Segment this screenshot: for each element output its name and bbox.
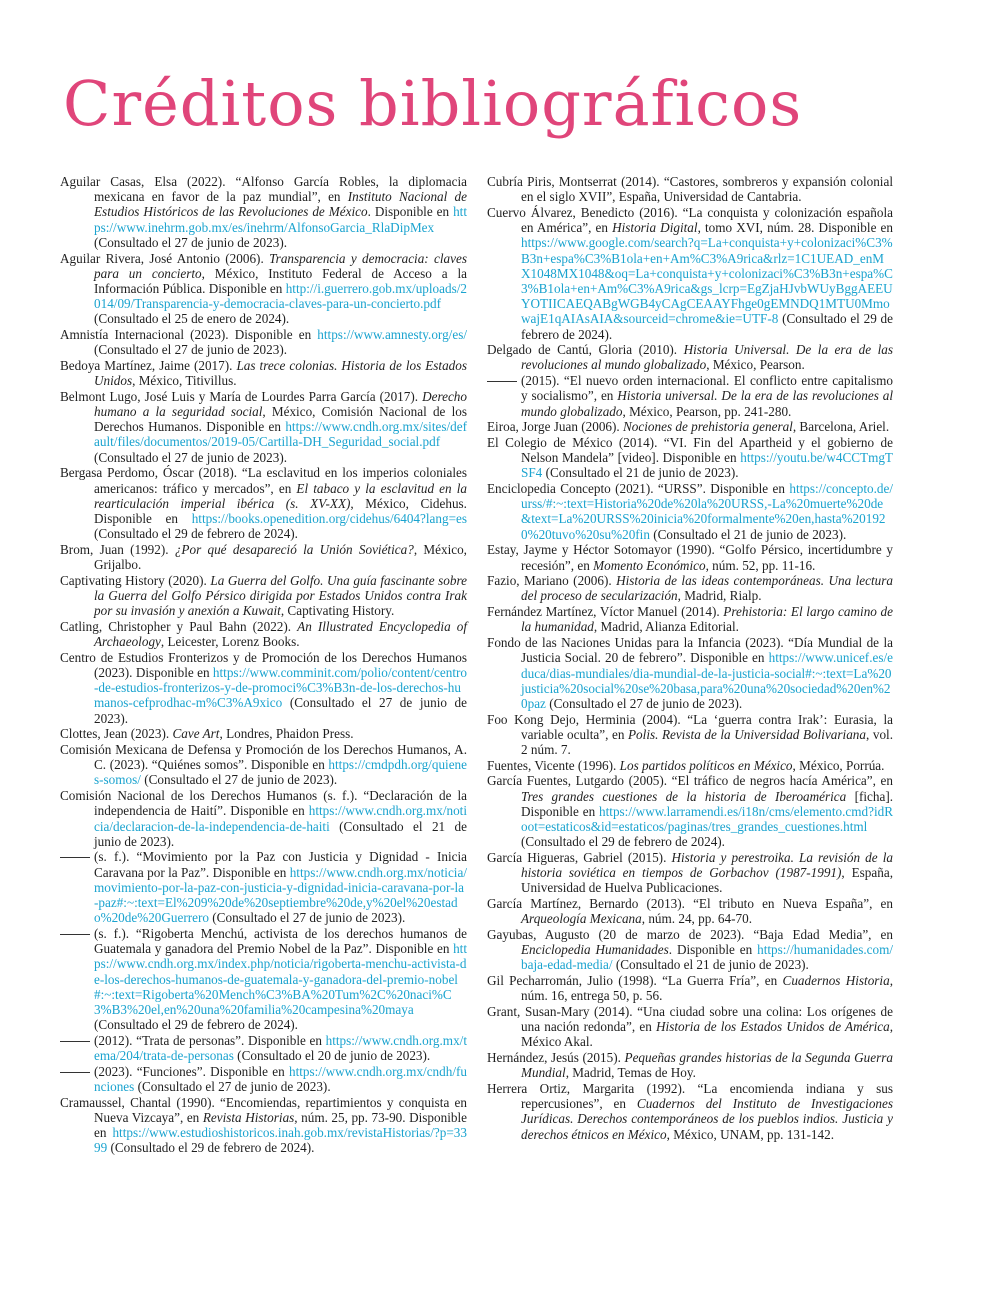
reference-text: , Captivating History.: [280, 603, 395, 619]
reference-source-title: Las trece colonias. Historia de los Estados Unidos: [94, 357, 467, 389]
reference-text: Belmont Lugo, José Luis y María de Lourdes Parra García (2017).: [60, 388, 423, 404]
reference-entry: [487, 973, 893, 1003]
reference-text: Grant, Susan-Mary (2014). “Una ciudad sobre una colina: Los orígenes de una nación redonda”, en: [487, 1003, 893, 1035]
reference-text: Bedoya Martínez, Jaime (2017).: [60, 357, 237, 373]
reference-text: (Consultado el 27 de junio de 2023).: [94, 342, 288, 358]
reference-entry: [487, 542, 893, 572]
reference-text: (Consultado el 29 de febrero de 2024).: [521, 834, 725, 850]
reference-text: Fuentes, Vicente (1996).: [487, 757, 620, 773]
reference-text: García Martínez, Bernardo (2013). “El tributo en Nueva España”, en: [487, 896, 893, 912]
reference-source-title: Historia y perestroika. La revisión de la historia soviética en tiempos de Gorbachov (1987-1991): [521, 849, 893, 881]
reference-entry: [60, 174, 467, 250]
page-title: Créditos bibliográficos: [63, 67, 803, 140]
reference-text: , México, Grijalbo.: [94, 541, 467, 573]
reference-link[interactable]: https://www.unicef.es/educa/dias-mundiales/dia-mundial-de-la-justicia-social#:~:text=La%20justicia%20social%20se%20basa,para%20una%20sociedad%20en%20paz: [521, 650, 893, 711]
reference-entry: [60, 849, 467, 925]
reference-link[interactable]: https://www.larramendi.es/i18n/cms/elemento.cmd?idRoot=estaticos&id=estaticos/paginas/tres_grandes_cuestiones.html: [521, 803, 893, 835]
reference-text: (Consultado el 21 de junio de 2023).: [612, 957, 809, 973]
reference-source-title: ¿Por qué desapareció la Unión Soviética?: [174, 541, 414, 557]
reference-text: García Higueras, Gabriel (2015).: [487, 849, 672, 865]
reference-text: Amnistía Internacional (2023). Disponible en: [60, 327, 318, 343]
reference-text: Comisión Mexicana de Defensa y Promoción de los Derechos Humanos, A. C. (2023). “Quiénes somos”. Disponible en: [60, 742, 467, 773]
reference-link[interactable]: https://cmdpdh.org/quienes-somos/: [94, 757, 467, 788]
left-column: [60, 174, 467, 1156]
reference-text: Foo Kong Dejo, Herminia (2004). “La ‘guerra contra Irak’: Eurasia, la variable oculta”, en: [487, 711, 893, 742]
reference-source-title: Cave Art: [172, 726, 220, 742]
reference-link[interactable]: https://books.openedition.org/cidehus/6404?lang=es: [191, 510, 467, 526]
reference-text: Brom, Juan (1992).: [60, 541, 175, 557]
reference-source-title: Pequeñas grandes historias de la Segunda Guerra Mundial: [521, 1050, 893, 1081]
reference-entry: [60, 327, 467, 357]
reference-text: , México, Titivillus.: [132, 373, 237, 389]
reference-text: , México, Comisión Nacional de los Derechos Humanos. Disponible en: [94, 404, 467, 435]
reference-text: (Consultado el 27 de junio de 2023).: [140, 772, 338, 788]
reference-text: Comisión Nacional de los Derechos Humanos (s. f.). “Declaración de la independencia de Haití”. Disponible en: [60, 788, 467, 819]
reference-source-title: Cuadernos del Instituto de Investigaciones Jurídicas. Derechos contemporáneos de los pueblos indios. Justicia y derechos étnicos en México: [521, 1096, 893, 1142]
reference-entry: [487, 435, 893, 481]
reference-link[interactable]: https://www.cndh.org.mx/sites/default/files/documentos/2019-05/Cartilla-DH_Seguridad_social.pdf: [94, 419, 467, 450]
reference-source-title: Derecho humano a la seguridad social: [94, 388, 467, 420]
reference-source-title: Prehistoria: El largo camino de la humanidad: [521, 604, 893, 635]
reference-text: Centro de Estudios Fronterizos y de Promoción de los Derechos Humanos (2023). Disponible en: [60, 649, 467, 680]
reference-link[interactable]: https://humanidades.com/baja-edad-media/: [521, 942, 893, 973]
reference-text: Delgado de Cantú, Gloria (2010).: [487, 342, 684, 358]
reference-source-title: Polis. Revista de la Universidad Bolivariana: [628, 726, 866, 742]
reference-text: El Colegio de México (2014). “VI. Fin del Apartheid y el gobierno de Nelson Mandela” [video]. Disponible en: [487, 434, 893, 466]
reference-text: Fazio, Mariano (2006).: [487, 573, 617, 589]
reference-text: , vol. 2 núm. 7.: [521, 726, 893, 758]
reference-text: Hernández, Jesús (2015).: [487, 1050, 625, 1066]
reference-text: García Fuentes, Lutgardo (2005). “El tráfico de negros hacía América”, en: [487, 773, 893, 789]
reference-text: (Consultado el 27 de junio de 2023).: [545, 695, 743, 711]
reference-text: Bergasa Perdomo, Óscar (2018). “La esclavitud en los imperios coloniales americanos: tráfico y mercados”, en: [60, 465, 467, 496]
reference-entry: [60, 542, 467, 572]
reference-text: (Consultado el 25 de enero de 2024).: [94, 311, 290, 327]
reference-text: Enciclopedia Concepto (2021). “URSS”. Disponible en: [487, 481, 790, 497]
reference-source-title: Nociones de prehistoria general: [623, 419, 793, 435]
reference-entry: [60, 251, 467, 327]
repeated-author-dash: [60, 934, 90, 935]
reference-text: Captivating History (2020).: [60, 572, 211, 588]
reference-entry: [487, 373, 893, 419]
reference-entry: [60, 1095, 467, 1156]
reference-text: , Madrid, Rialp.: [677, 588, 762, 604]
reference-text: , núm. 16, entrega 50, p. 56.: [521, 973, 893, 1004]
reference-text: (Consultado el 27 de junio de 2023).: [94, 449, 288, 465]
reference-text: (Consultado el 29 de febrero de 2024).: [94, 526, 298, 542]
reference-text: Eiroa, Jorge Juan (2006).: [487, 419, 623, 435]
reference-entry: [487, 419, 893, 434]
right-column: [487, 174, 893, 1142]
reference-text: Cramaussel, Chantal (1990). “Encomiendas, repartimientos y conquista en Nueva Vizcaya”, en: [60, 1094, 467, 1125]
reference-source-title: La Guerra del Golfo. Una guía fascinante sobre la Guerra del Golfo Pérsico dirigida por Estados Unidos contra Irak por su invasión y anexión a Kuwait: [94, 572, 467, 619]
reference-text: Fondo de las Naciones Unidas para la Infancia (2023). “Día Mundial de la Justicia Social. 20 de febrero”. Disponible en: [487, 635, 893, 666]
reference-entry: [487, 342, 893, 372]
reference-text: , tomo XVI, núm. 28. Disponible en: [697, 220, 893, 236]
reference-text: Cubría Piris, Montserrat (2014). “Castores, sombreros y expansión colonial en el siglo XVII”, España, Universidad de Cantabria.: [487, 174, 893, 205]
repeated-author-dash: [60, 1041, 90, 1042]
reference-link[interactable]: https://www.google.com/search?q=La+conquista+y+colonizaci%C3%B3n+espa%C3%B1ola+en+Am%C3%A9rica&rlz=1C1UEAD_enMX1048MX1048&oq=La+conquista+y+colonizaci%C3%B3n+espa%C3%B1ola+en+Am%C3%A9rica&gs_lcrp=EgZjaHJvbWUyBggAEEUYOTIICAEQABgWGB4yCAgCEAAYFhge0gEMNDQ1MTU0MmowajE1qAIAsAIA&sourceid=chrome&ie=UTF-8: [521, 235, 893, 327]
reference-entry: [60, 1033, 467, 1063]
reference-text: , México, Instituto Federal de Acceso a la Información Pública. Disponible en: [94, 265, 467, 296]
reference-text: , núm. 25, pp. 73-90. Disponible en: [94, 1109, 467, 1141]
reference-source-title: Historia de las ideas contemporáneas. Una lectura del proceso de secularización: [521, 573, 893, 604]
reference-text: (2023). “Funciones”. Disponible en: [94, 1063, 289, 1079]
reference-text: Aguilar Casas, Elsa (2022). “Alfonso García Robles, la diplomacia mexicana en favor de la paz mundial”, en: [60, 174, 467, 205]
reference-text: Estay, Jayme y Héctor Sotomayor (1990). “Golfo Pérsico, incertidumbre y recesión”, en: [487, 542, 893, 573]
reference-entry: [487, 927, 893, 973]
reference-text: (Consultado el 21 de junio de 2023).: [542, 465, 739, 481]
reference-source-title: Los partidos políticos en México: [619, 757, 793, 773]
reference-text: (Consultado el 29 de febrero de 2024).: [521, 311, 893, 342]
reference-text: (Consultado el 27 de junio de 2023).: [134, 1078, 331, 1094]
reference-text: , México, Pearson, pp. 241-280.: [622, 403, 792, 419]
reference-entry: [60, 650, 467, 726]
reference-text: (s. f.). “Rigoberta Menchú, activista de los derechos humanos de Guatemala y ganadora del Premio Nobel de la Paz”. Disponible en: [94, 925, 467, 957]
reference-source-title: Cuadernos Historia: [782, 973, 890, 989]
reference-entry: [60, 465, 467, 541]
reference-source-title: Revista Historias: [202, 1109, 295, 1125]
reference-entry: [487, 573, 893, 603]
reference-text: (Consultado el 27 de junio de 2023).: [94, 695, 467, 726]
reference-entry: [487, 712, 893, 758]
reference-source-title: Momento Económico: [593, 557, 706, 573]
reference-source-title: Historia Digital: [612, 220, 698, 236]
reference-text: . Disponible en: [668, 942, 758, 958]
reference-text: Clottes, Jean (2023).: [60, 726, 173, 742]
reference-entry: [60, 742, 467, 788]
reference-link[interactable]: https://www.cndh.org.mx/tema/204/trata-de-personas: [94, 1032, 467, 1064]
reference-text: , México, Porrúa.: [792, 757, 885, 773]
reference-entry: [60, 788, 467, 849]
reference-text: , España, Universidad de Huelva Publicaciones.: [521, 865, 893, 896]
repeated-author-dash: [60, 857, 90, 858]
reference-entry: [487, 174, 893, 204]
reference-source-title: Transparencia y democracia: claves para un concierto: [94, 250, 467, 281]
reference-entry: [60, 1064, 467, 1094]
reference-entry: [487, 635, 893, 711]
reference-source-title: Instituto Nacional de Estudios Históricos de las Revoluciones de México: [94, 189, 467, 220]
reference-source-title: Historia universal. De la era de las revoluciones al mundo globalizado: [521, 388, 893, 419]
reference-text: Gayubas, Augusto (20 de marzo de 2023). “Baja Edad Media”, en: [487, 926, 893, 942]
reference-source-title: Historia de los Estados Unidos de América: [656, 1019, 890, 1035]
reference-text: Fernández Martínez, Víctor Manuel (2014).: [487, 604, 724, 620]
repeated-author-dash: [487, 381, 517, 382]
reference-entry: [60, 573, 467, 619]
reference-entry: [487, 1004, 893, 1050]
reference-text: , Madrid, Temas de Hoy.: [565, 1065, 696, 1081]
reference-link[interactable]: https://www.cndh.org.mx/noticia/declaracion-de-la-independencia-de-haiti: [94, 803, 467, 834]
reference-entry: [60, 926, 467, 1032]
reference-entry: [60, 358, 467, 388]
reference-entry: [487, 1081, 893, 1142]
reference-entry: [60, 389, 467, 465]
reference-text: (2015). “El nuevo orden internacional. El conflicto entre capitalismo y socialismo”, en: [521, 373, 893, 404]
reference-entry: [487, 773, 893, 849]
reference-source-title: Historia Universal. De la era de las revoluciones al mundo globalizado: [521, 342, 893, 373]
reference-source-title: El tabaco y la esclavitud en la rearticulación imperial ibérica (s. XV-XX): [94, 480, 467, 511]
reference-text: (Consultado el 20 de junio de 2023).: [233, 1048, 431, 1064]
reference-link[interactable]: https://www.cndh.org.mx/cndh/funciones: [94, 1063, 467, 1094]
reference-entry: [487, 1050, 893, 1080]
reference-entry: [487, 850, 893, 896]
reference-link[interactable]: https://www.inehrm.gob.mx/es/inehrm/AlfonsoGarcia_RlaDipMex: [94, 204, 467, 235]
reference-link[interactable]: https://www.cndh.org.mx/index.php/noticia/rigoberta-menchu-activista-de-los-derechos-humanos-de-guatemala-y-ganadora-del-premio-nobel#:~:text=Rigoberta%20Mench%C3%BA%20Tum%2C%20naci%C3%B3%20el,en%20una%20familia%20campesina%20maya: [94, 941, 467, 1017]
reference-text: Gil Pecharromán, Julio (1998). “La Guerra Fría”, en: [487, 973, 783, 989]
reference-link[interactable]: https://www.estudioshistoricos.inah.gob.mx/revistaHistorias/?p=3399: [94, 1125, 467, 1156]
reference-text: , núm. 52, pp. 11-16.: [705, 557, 816, 573]
reference-text: , México, UNAM, pp. 131-142.: [666, 1126, 835, 1142]
reference-link[interactable]: https://www.comminit.com/polio/content/centro-de-estudios-fronterizos-y-de-promoci%C3%B3n-de-los-derechos-humanos-cefprodhac-m%C3%A9xico: [94, 665, 467, 711]
reference-source-title: Arqueología Mexicana: [521, 911, 642, 927]
reference-text: , Barcelona, Ariel.: [792, 419, 890, 435]
reference-text: (Consultado el 21 de junio de 2023).: [649, 526, 847, 542]
reference-entry: [487, 205, 893, 342]
reference-source-title: An Illustrated Encyclopedia of Archaeology: [94, 618, 467, 650]
reference-text: , Madrid, Alianza Editorial.: [593, 619, 739, 635]
reference-text: Cuervo Álvarez, Benedicto (2016). “La conquista y colonización española en América”, en: [487, 204, 893, 236]
reference-text: (s. f.). “Movimiento por la Paz con Justicia y Dignidad - Inicia Caravana por la Paz”. Disponible en: [94, 849, 467, 880]
reference-entry: [487, 758, 893, 773]
reference-text: , Leicester, Lorenz Books.: [160, 634, 300, 650]
reference-link[interactable]: https://www.cndh.org.mx/noticia/movimiento-por-la-paz-con-justicia-y-dignidad-inicia-caravana-por-la-paz#:~:text=El%209%20de%20septiembre%20de,y%20el%20estado%20de%20Guerrero: [94, 864, 467, 926]
reference-entry: [487, 896, 893, 926]
reference-link[interactable]: http://i.guerrero.gob.mx/uploads/2014/09/Transparencia-y-democracia-claves-para-un-concierto.pdf: [94, 280, 467, 312]
reference-text: , México, Pearson.: [706, 357, 805, 373]
reference-text: , México, Cidehus. Disponible en: [94, 495, 467, 526]
reference-text: , México Akal.: [521, 1019, 893, 1050]
reference-text: Aguilar Rivera, José Antonio (2006).: [60, 250, 270, 266]
reference-text: Herrera Ortiz, Margarita (1992). “La encomienda indiana y sus repercusiones”, en: [487, 1080, 893, 1112]
reference-text: (Consultado el 29 de febrero de 2024).: [94, 1017, 298, 1033]
reference-text: (2012). “Trata de personas”. Disponible en: [94, 1032, 326, 1048]
reference-source-title: Tres grandes cuestiones de la historia de Iberoamérica: [521, 788, 847, 804]
reference-link[interactable]: https://www.amnesty.org/es/: [317, 327, 467, 343]
reference-entry: [487, 481, 893, 542]
reference-link[interactable]: https://concepto.de/urss/#:~:text=Historia%20de%20la%20URSS,-La%20muerte%20de&text=La%20URSS%20inicia%20formalmente%20en,hasta%201920%20tuvo%20su%20fin: [521, 481, 893, 542]
reference-text: (Consultado el 27 de junio de 2023).: [208, 910, 406, 926]
reference-entry: [487, 604, 893, 634]
reference-text: . Disponible en: [367, 204, 454, 220]
reference-entry: [60, 619, 467, 649]
reference-text: , núm. 24, pp. 64-70.: [641, 911, 752, 927]
reference-text: (Consultado el 21 de junio de 2023).: [94, 818, 467, 849]
reference-text: , Londres, Phaidon Press.: [219, 726, 354, 742]
reference-source-title: Enciclopedia Humanidades: [521, 942, 669, 958]
reference-text: [ficha]. Disponible en: [521, 788, 894, 819]
reference-text: (Consultado el 29 de febrero de 2024).: [107, 1140, 315, 1156]
reference-link[interactable]: https://youtu.be/w4CCTmgTSF4: [521, 450, 893, 481]
repeated-author-dash: [60, 1072, 90, 1073]
reference-text: Catling, Christopher y Paul Bahn (2022).: [60, 618, 298, 634]
reference-entry: [60, 726, 467, 741]
reference-text: (Consultado el 27 de junio de 2023).: [94, 234, 288, 250]
